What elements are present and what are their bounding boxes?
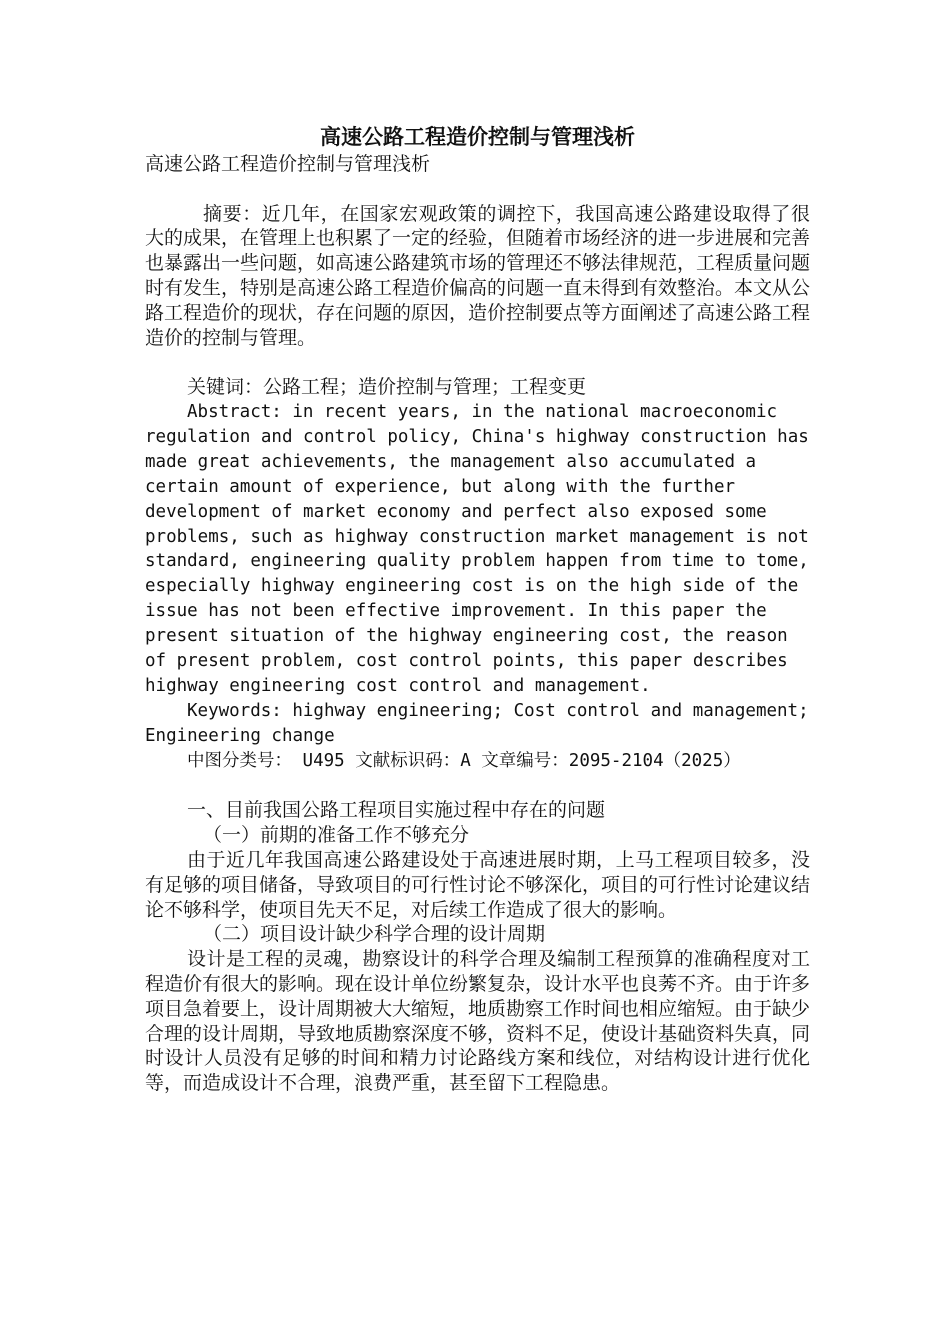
document-page	[145, 122, 810, 1096]
subsection-text-2: 设计是工程的灵魂，勘察设计的科学合理及编制工程预算的准确程度对工程造价有很大的影响。现在设计单位纷繁复杂，设计水平也良莠不齐。由于许多项目急着要上，设计周期被大大缩短，地质勘察工作时间也相应缩短。由于缺少合理的设计周期，导致地质勘察深度不够，资料不足，使设计基础资料失真，同时设计人员没有足够的时间和精力讨论路线方案和线位，对结构设计进行优化等，而造成设计不合理，浪费严重，甚至留下工程隐患。	[145, 948, 811, 1095]
abstract-cn: 摘要：近几年，在国家宏观政策的调控下，我国高速公路建设取得了很大的成果，在管理上也积累了一定的经验，但随着市场经济的进一步进展和完善也暴露出一些问题，如高速公路建筑市场的管理还不够法律规范，工程质量问题时有发生，特别是高速公路工程造价偏高的问题一直未得到有效整治。本文从公路工程造价的现状，存在问题的原因，造价控制要点等方面阐述了高速公路工程造价的控制与管理。	[145, 202, 811, 349]
section-heading: 一、目前我国公路工程项目实施过程中存在的问题	[187, 799, 606, 822]
subsection-text-1: 由于近几年我国高速公路建设处于高速进展时期，上马工程项目较多，没有足够的项目储备，导致项目的可行性讨论不够深化，项目的可行性讨论建议结论不够科学，使项目先天不足，对后续工作造成了很大的影响。	[145, 848, 811, 921]
abstract-en: Abstract: in recent years, in the national macroeconomic regulation and control policy, China's highway construction has made great achievements, the management also accumulated a certain amount of experience, but along with the further development of market economy and perfect also exposed some problems, such as highway construction market management is not standard, engineering quality problem happen from time to tome, especially highway engineering cost is on the high side of the issue has not been effective improvement. In this paper the present situation of the highway engineering cost, the reason of present problem, cost control points, this paper describes highway engineering cost control and management.	[145, 401, 809, 696]
subsection-heading-1: （一）前期的准备工作不够充分	[203, 824, 470, 847]
blank-line	[145, 350, 810, 375]
blank-line	[145, 774, 810, 799]
keywords-cn: 关键词：公路工程；造价控制与管理；工程变更	[187, 376, 587, 399]
blank-line	[145, 177, 810, 202]
classification-info: 中图分类号： U495 文献标识码：A 文章编号：2095-2104（2025）	[187, 750, 741, 771]
document-title: 高速公路工程造价控制与管理浅析	[320, 124, 635, 149]
keywords-en: Keywords: highway engineering; Cost control and management; Engineering change	[145, 700, 809, 746]
subsection-heading-2: （二）项目设计缺少科学合理的设计周期	[203, 923, 546, 946]
document-subtitle: 高速公路工程造价控制与管理浅析	[145, 153, 431, 175]
